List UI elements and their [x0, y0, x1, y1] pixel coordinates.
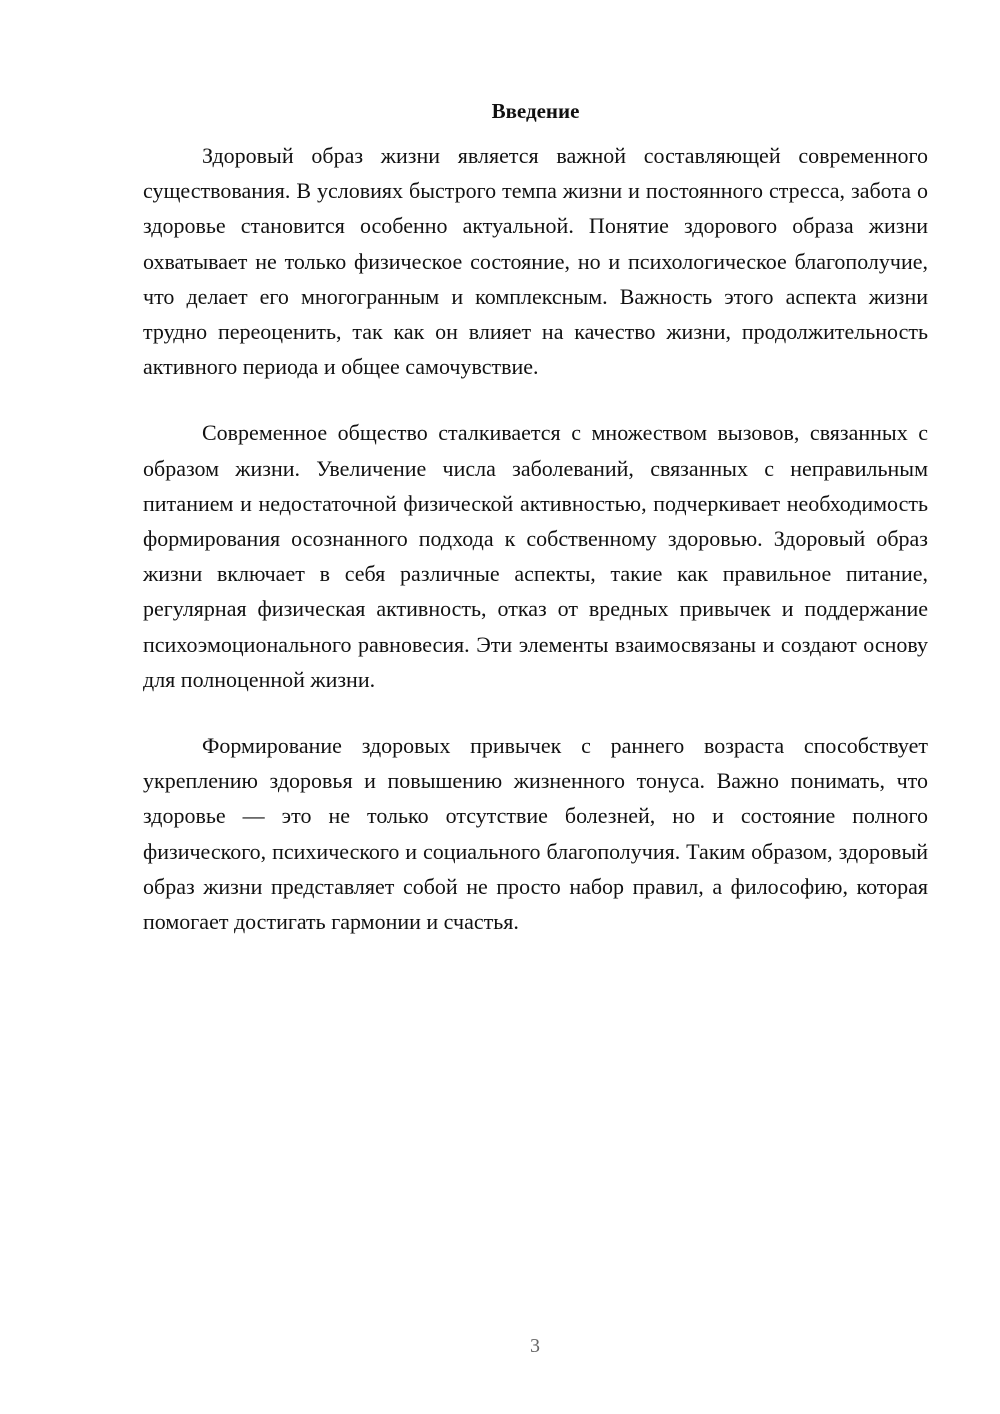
paragraph-1: Здоровый образ жизни является важной составляющей современного существования. В условиях быстрого темпа жизни и постоянного стресса, забота о здоровье становится особенно актуальной. Понятие здорового образа жизни охватывает не только физическое состояние, но и психологическое благополучие, что делает его многогранным и комплексным. Важность этого аспекта жизни трудно переоценить, так как он влияет на качество жизни, продолжительность активного периода и общее самочувствие. [143, 143, 928, 380]
page-number: 3 [530, 1335, 540, 1357]
page-content [143, 96, 928, 970]
section-heading: Введение [491, 99, 580, 123]
paragraph-3: Формирование здоровых привычек с раннего возраста способствует укреплению здоровья и повышению жизненного тонуса. Важно понимать, что здоровье — это не только отсутствие болезней, но и состояние полного физического, психического и социального благополучия. Таким образом, здоровый образ жизни представляет собой не просто набор правил, а философию, которая помогает достигать гармонии и счастья. [143, 733, 928, 935]
paragraph-2: Современное общество сталкивается с множеством вызовов, связанных с образом жизни. Увеличение числа заболеваний, связанных с неправильным питанием и недостаточной физической активностью, подчеркивает необходимость формирования осознанного подхода к собственному здоровью. Здоровый образ жизни включает в себя различные аспекты, такие как правильное питание, регулярная физическая активность, отказ от вредных привычек и поддержание психоэмоционального равновесия. Эти элементы взаимосвязаны и создают основу для полноценной жизни. [143, 420, 928, 692]
